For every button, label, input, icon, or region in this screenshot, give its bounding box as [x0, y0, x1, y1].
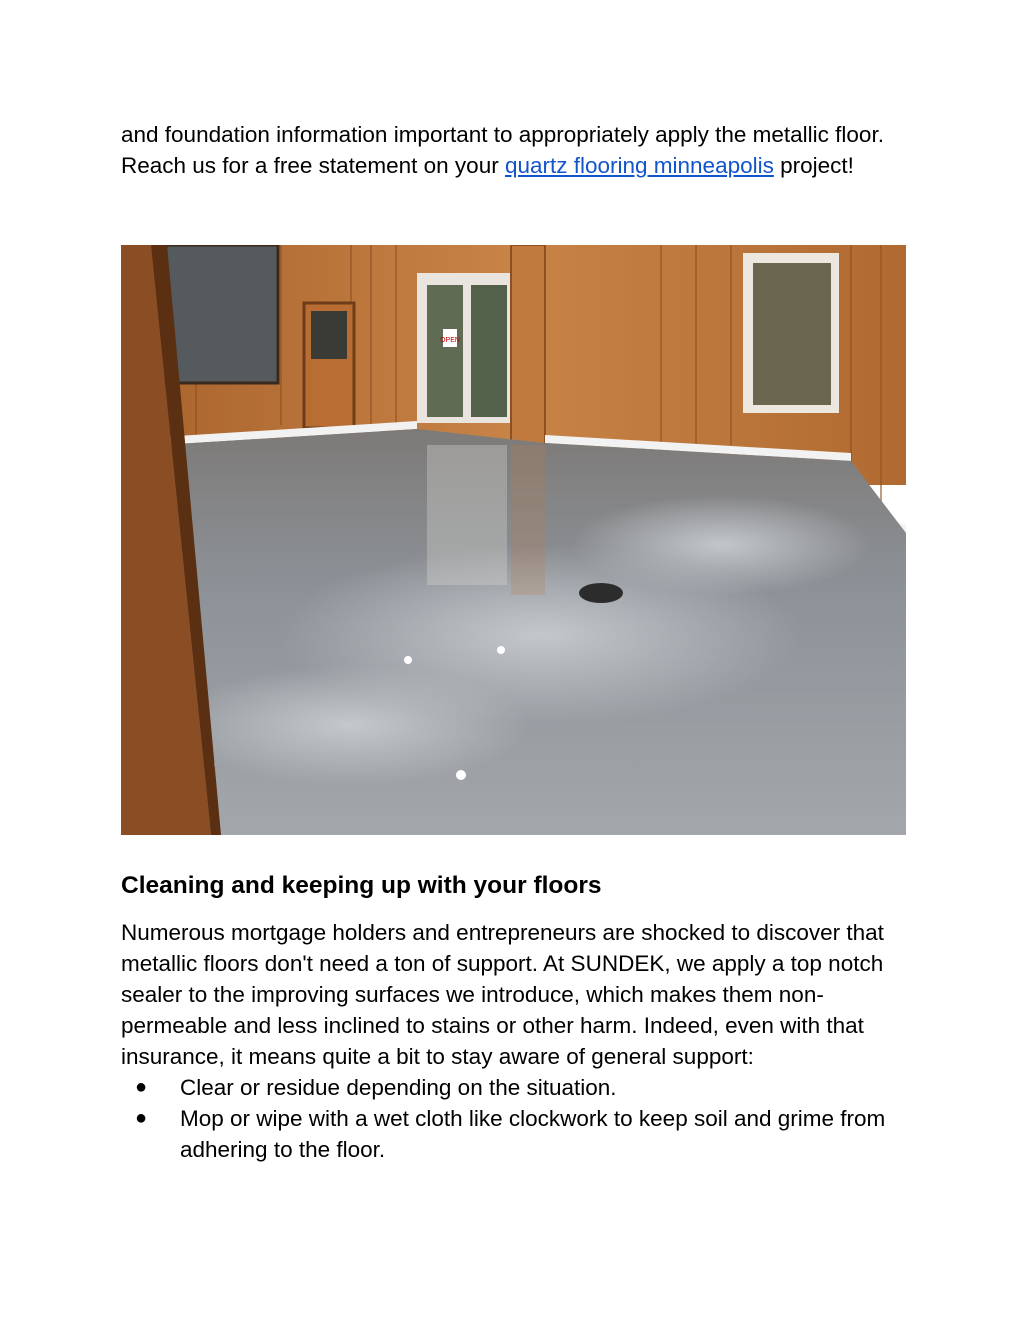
section-heading: Cleaning and keeping up with your floors: [121, 872, 602, 899]
metallic-floor-photo: [121, 245, 906, 835]
bullet-marker: ●: [135, 1076, 148, 1098]
quartz-flooring-link[interactable]: quartz flooring minneapolis: [504, 153, 774, 178]
list-item: [121, 1072, 911, 1103]
open-sign-text: OPEN: [440, 337, 460, 344]
section-paragraph: Numerous mortgage holders and entrepreneurs are shocked to discover that metallic floors don't need a ton of support. At SUNDEK, we apply a top notch sealer to the improving surfaces we introduce, which makes them non-permeable and less inclined to stains or other harm. Indeed, even with that insurance, it means quite a bit to stay aware of general support:: [121, 920, 884, 1069]
intro-text-after: project!: [773, 153, 854, 178]
list-item-text: Clear or residue depending on the situation.: [180, 1075, 617, 1100]
bullet-list: [121, 1072, 911, 1165]
intro-paragraph: [121, 119, 911, 181]
bullet-marker: ●: [135, 1107, 148, 1129]
list-item-text: Mop or wipe with a wet cloth like clockwork to keep soil and grime from adhering to the floor.: [180, 1106, 886, 1162]
intro-text-before: and foundation information important to appropriately apply the metallic floor. Reach us for a free statement on your: [121, 122, 884, 178]
list-item: [121, 1103, 911, 1165]
